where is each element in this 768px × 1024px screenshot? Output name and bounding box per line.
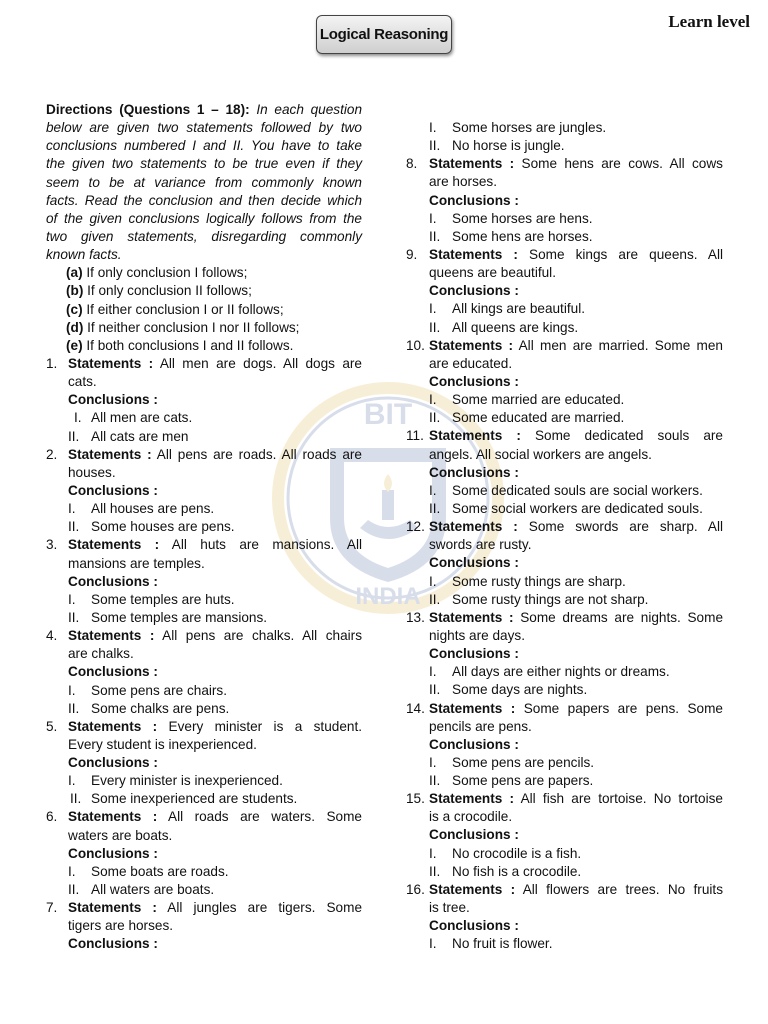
statements-label: Statements :: [429, 519, 518, 535]
conclusion-item: [406, 391, 723, 409]
directions-line: In each question: [256, 102, 363, 117]
statement-text: All pens are chalks. All chairs: [162, 628, 362, 644]
statements-label: Statements :: [429, 881, 516, 897]
conclusion-number: I.: [68, 591, 76, 607]
conclusion-number: II.: [429, 863, 441, 879]
question-12-statement: [406, 518, 723, 536]
statement-continuation: cats.: [68, 374, 97, 390]
conclusion-text: Some pens are chairs.: [91, 682, 228, 698]
statement-continuation: is a crocodile.: [429, 809, 513, 825]
watermark-top-text: BIT: [363, 398, 413, 431]
conclusion-number: II.: [429, 228, 441, 244]
question-15-statement: [406, 790, 723, 808]
statement-text: Some kings are queens. All: [529, 246, 723, 262]
conclusion-item: [46, 609, 362, 627]
statement-continuation: are horses.: [429, 174, 498, 190]
conclusion-number: I.: [429, 482, 437, 498]
conclusion-text: No crocodile is a fish.: [452, 845, 582, 861]
statement-text: Some papers are pens. Some: [523, 700, 723, 716]
statement-continuation: pencils are pens.: [429, 718, 532, 734]
conclusion-text: Some pens are pencils.: [452, 754, 595, 770]
question-number: 9.: [406, 246, 418, 262]
conclusions-label: Conclusions :: [429, 918, 519, 934]
conclusions-label: Conclusions :: [68, 392, 158, 408]
right-column: [406, 119, 723, 953]
conclusion-item: [46, 428, 362, 446]
conclusion-item: [406, 300, 723, 318]
directions-line: of the given conclusions logically follows from the: [46, 210, 362, 226]
conclusion-number: I.: [74, 410, 82, 426]
conclusion-text: Some rusty things are not sharp.: [452, 591, 649, 607]
statement-continuation: angels. All social workers are angels.: [429, 446, 652, 462]
question-7-statement: [46, 899, 362, 917]
answer-option-b: [46, 282, 362, 300]
conclusion-item: [406, 863, 723, 881]
conclusion-text: All queens are kings.: [452, 319, 579, 335]
conclusion-item: [406, 319, 723, 337]
statement-continuation: is tree.: [429, 900, 470, 916]
conclusion-text: All days are either nights or dreams.: [452, 664, 670, 680]
conclusion-item: [406, 482, 723, 500]
question-1-statement: [46, 355, 362, 373]
conclusion-number: II.: [429, 319, 441, 335]
conclusion-item: [406, 210, 723, 228]
conclusion-item: [406, 935, 723, 953]
question-14-statement: [406, 700, 723, 718]
conclusions-label: Conclusions :: [68, 936, 158, 952]
conclusion-number: II.: [429, 500, 441, 516]
conclusion-text: Some social workers are dedicated souls.: [452, 500, 703, 516]
conclusion-text: Some educated are married.: [452, 410, 625, 426]
question-number: 11.: [406, 428, 424, 444]
statement-text: All jungles are tigers. Some: [167, 900, 363, 916]
statement-continuation: swords are rusty.: [429, 537, 532, 553]
conclusion-number: II.: [68, 700, 80, 716]
question-8-statement: [406, 155, 723, 173]
statement-continuation: mansions are temples.: [68, 555, 205, 571]
conclusion-number: I.: [429, 120, 437, 135]
conclusions-label: Conclusions :: [429, 464, 519, 480]
statement-text: All roads are waters. Some: [168, 809, 362, 825]
statement-text: All men are married. Some men: [518, 337, 723, 353]
conclusion-item: [406, 754, 723, 772]
conclusion-item: [46, 863, 362, 881]
question-10-statement: [406, 337, 723, 355]
conclusion-number: I.: [68, 682, 76, 698]
page-title-box: [316, 15, 452, 54]
conclusions-label: Conclusions :: [429, 192, 519, 208]
conclusions-label: Conclusions :: [429, 283, 519, 299]
conclusion-text: Some temples are huts.: [91, 591, 235, 607]
conclusion-number: I.: [429, 754, 437, 770]
conclusion-text: Some rusty things are sharp.: [452, 573, 626, 589]
statement-continuation: houses.: [68, 464, 116, 480]
conclusion-item: [406, 845, 723, 863]
question-number: 13.: [406, 609, 425, 625]
question-number: 16.: [406, 881, 425, 897]
conclusion-item: [46, 591, 362, 609]
statement-text: All men are dogs. All dogs are: [159, 355, 362, 371]
question-number: 15.: [406, 791, 425, 807]
statements-label: Statements :: [68, 809, 158, 825]
question-number: 6.: [46, 809, 58, 825]
conclusion-number: I.: [429, 301, 437, 317]
conclusion-item: [406, 500, 723, 518]
conclusion-number: I.: [429, 392, 437, 408]
option-letter: (b): [66, 283, 84, 299]
statement-text: Some swords are sharp. All: [528, 519, 723, 535]
statement-continuation: are educated.: [429, 355, 513, 371]
conclusion-number: I.: [429, 936, 437, 952]
conclusions-label: Conclusions :: [429, 555, 519, 571]
statement-text: Some dedicated souls are: [534, 428, 723, 444]
question-number: 4.: [46, 628, 58, 644]
directions-first-line: [46, 101, 362, 119]
conclusion-number: II.: [68, 882, 80, 898]
statements-label: Statements :: [429, 156, 515, 172]
conclusion-text: No fruit is flower.: [452, 936, 553, 952]
conclusion-item: [406, 772, 723, 790]
statement-continuation: nights are days.: [429, 627, 525, 643]
conclusion-item: [46, 518, 362, 536]
directions-line: the given two statements to be true even if they: [46, 156, 362, 172]
question-4-statement: [46, 627, 362, 645]
option-letter: (a): [66, 265, 83, 281]
statement-continuation: tigers are horses.: [68, 918, 174, 934]
statement-continuation: waters are boats.: [68, 827, 173, 843]
conclusion-item: [46, 500, 362, 518]
directions-line: seem to be at variance from commonly known: [46, 174, 362, 190]
statements-label: Statements :: [68, 446, 152, 462]
conclusions-label: Conclusions :: [429, 373, 519, 389]
conclusion-number: II.: [429, 410, 441, 426]
question-number: 2.: [46, 446, 58, 462]
conclusion-item: [46, 682, 362, 700]
statement-continuation: Every student is inexperienced.: [68, 736, 257, 752]
statements-label: Statements :: [68, 900, 157, 916]
question-2-statement: [46, 446, 362, 464]
statements-label: Statements :: [429, 337, 514, 353]
question-13-statement: [406, 609, 723, 627]
question-6-statement: [46, 808, 362, 826]
question-3-statement: [46, 536, 362, 554]
conclusions-label: Conclusions :: [68, 664, 158, 680]
statements-label: Statements :: [429, 791, 515, 807]
conclusion-item: [406, 663, 723, 681]
question-number: 3.: [46, 537, 58, 553]
statements-label: Statements :: [429, 428, 521, 444]
question-5-statement: [46, 718, 362, 736]
conclusion-text: No fish is a crocodile.: [452, 863, 582, 879]
conclusion-number: I.: [429, 845, 437, 861]
conclusion-item: [406, 591, 723, 609]
directions-line: two given statements, disregarding commonly: [46, 228, 362, 244]
conclusion-item: [46, 409, 362, 427]
conclusion-text: No horse is jungle.: [452, 138, 565, 154]
conclusions-label: Conclusions :: [68, 845, 158, 861]
answer-option-a: [46, 264, 362, 282]
conclusion-number: II.: [68, 519, 80, 535]
statement-text: Some dreams are nights. Some: [520, 609, 724, 625]
directions-line: known facts.: [46, 247, 122, 263]
conclusion-number: I.: [68, 773, 76, 789]
page-title: Logical Reasoning: [319, 26, 449, 43]
answer-option-c: [46, 301, 362, 319]
option-letter: (e): [66, 337, 83, 353]
conclusion-text: Some dedicated souls are social workers.: [452, 482, 703, 498]
conclusion-item: [406, 228, 723, 246]
option-letter: (d): [66, 319, 84, 335]
conclusion-text: Every minister is inexperienced.: [91, 773, 283, 789]
conclusion-text: Some married are educated.: [452, 392, 625, 408]
statement-text: Every minister is a student.: [168, 718, 362, 734]
conclusion-text: All waters are boats.: [91, 882, 215, 898]
question-number: 12.: [406, 519, 425, 535]
question-9-statement: [406, 246, 723, 264]
conclusion-item: [46, 881, 362, 899]
conclusions-label: Conclusions :: [68, 482, 158, 498]
conclusion-text: All houses are pens.: [91, 501, 215, 517]
conclusion-text: Some chalks are pens.: [91, 700, 230, 716]
conclusion-number: II.: [70, 791, 82, 807]
conclusion-number: II.: [429, 591, 441, 607]
conclusions-label: Conclusions :: [429, 736, 519, 752]
conclusion-item: [46, 700, 362, 718]
conclusion-number: I.: [429, 573, 437, 589]
statements-label: Statements :: [68, 628, 155, 644]
conclusion-text: All men are cats.: [91, 410, 193, 426]
option-letter: (c): [66, 301, 83, 317]
conclusion-text: Some horses are jungles.: [452, 120, 607, 135]
conclusion-item: [406, 137, 723, 155]
conclusion-number: II.: [429, 773, 441, 789]
statements-label: Statements :: [68, 355, 154, 371]
option-text: If both conclusions I and II follows.: [86, 337, 294, 353]
conclusion-text: Some boats are roads.: [91, 863, 229, 879]
answer-option-d: [46, 319, 362, 337]
directions-label: Directions (Questions 1 – 18):: [46, 102, 250, 117]
question-number: 8.: [406, 156, 418, 172]
conclusion-number: II.: [429, 682, 441, 698]
directions-line: conclusions numbered I and II. You have to take: [46, 138, 362, 154]
option-text: If either conclusion I or II follows;: [86, 301, 284, 317]
option-text: If only conclusion I follows;: [86, 265, 248, 281]
conclusion-item: [406, 681, 723, 699]
option-text: If only conclusion II follows;: [87, 283, 252, 299]
question-number: 1.: [46, 355, 58, 371]
conclusion-number: II.: [429, 138, 441, 154]
conclusion-item: [406, 119, 723, 137]
question-number: 7.: [46, 900, 58, 916]
statement-text: All fish are tortoise. No tortoise: [520, 791, 723, 807]
statement-text: Some hens are cows. All cows: [521, 156, 723, 172]
conclusion-text: Some pens are papers.: [452, 773, 594, 789]
conclusion-number: I.: [68, 501, 76, 517]
statements-label: Statements :: [429, 700, 516, 716]
directions-line: facts. Read the conclusion and then decide which: [46, 192, 362, 208]
conclusion-text: Some horses are hens.: [452, 210, 593, 226]
question-number: 10.: [406, 337, 425, 353]
conclusions-label: Conclusions :: [429, 827, 519, 843]
statements-label: Statements :: [68, 718, 158, 734]
conclusion-text: Some temples are mansions.: [91, 609, 268, 625]
question-11-statement: [406, 427, 723, 445]
question-number: 5.: [46, 718, 58, 734]
statement-continuation: are chalks.: [68, 646, 134, 662]
conclusion-item: [406, 409, 723, 427]
conclusions-label: Conclusions :: [429, 646, 519, 662]
conclusion-text: All kings are beautiful.: [452, 301, 585, 317]
statement-continuation: queens are beautiful.: [429, 265, 556, 281]
conclusion-number: I.: [429, 210, 437, 226]
statements-label: Statements :: [429, 609, 514, 625]
conclusion-item: [46, 772, 362, 790]
level-label: Learn level: [668, 12, 750, 31]
watermark-bottom-text: INDIA: [355, 583, 421, 610]
conclusion-item: [406, 573, 723, 591]
conclusion-text: Some houses are pens.: [91, 519, 235, 535]
question-16-statement: [406, 881, 723, 899]
statement-text: All flowers are trees. No fruits: [522, 881, 723, 897]
conclusion-number: I.: [429, 664, 437, 680]
left-column: [46, 101, 362, 954]
conclusion-item: [46, 790, 362, 808]
conclusion-number: II.: [68, 428, 80, 444]
conclusion-number: II.: [68, 609, 80, 625]
statement-text: All pens are roads. All roads are: [156, 446, 362, 462]
conclusion-text: Some days are nights.: [452, 682, 588, 698]
conclusions-label: Conclusions :: [68, 755, 158, 771]
conclusion-text: Some inexperienced are students.: [91, 791, 298, 807]
directions-line: below are given two statements followed by two: [46, 120, 362, 136]
conclusion-number: I.: [68, 863, 76, 879]
answer-option-e: [46, 337, 362, 355]
question-number: 14.: [406, 700, 425, 716]
statements-label: Statements :: [68, 537, 160, 553]
conclusion-text: All cats are men: [91, 428, 189, 444]
option-text: If neither conclusion I nor II follows;: [87, 319, 300, 335]
conclusions-label: Conclusions :: [68, 573, 158, 589]
statement-text: All huts are mansions. All: [171, 537, 362, 553]
conclusion-text: Some hens are horses.: [452, 228, 593, 244]
statements-label: Statements :: [429, 246, 518, 262]
